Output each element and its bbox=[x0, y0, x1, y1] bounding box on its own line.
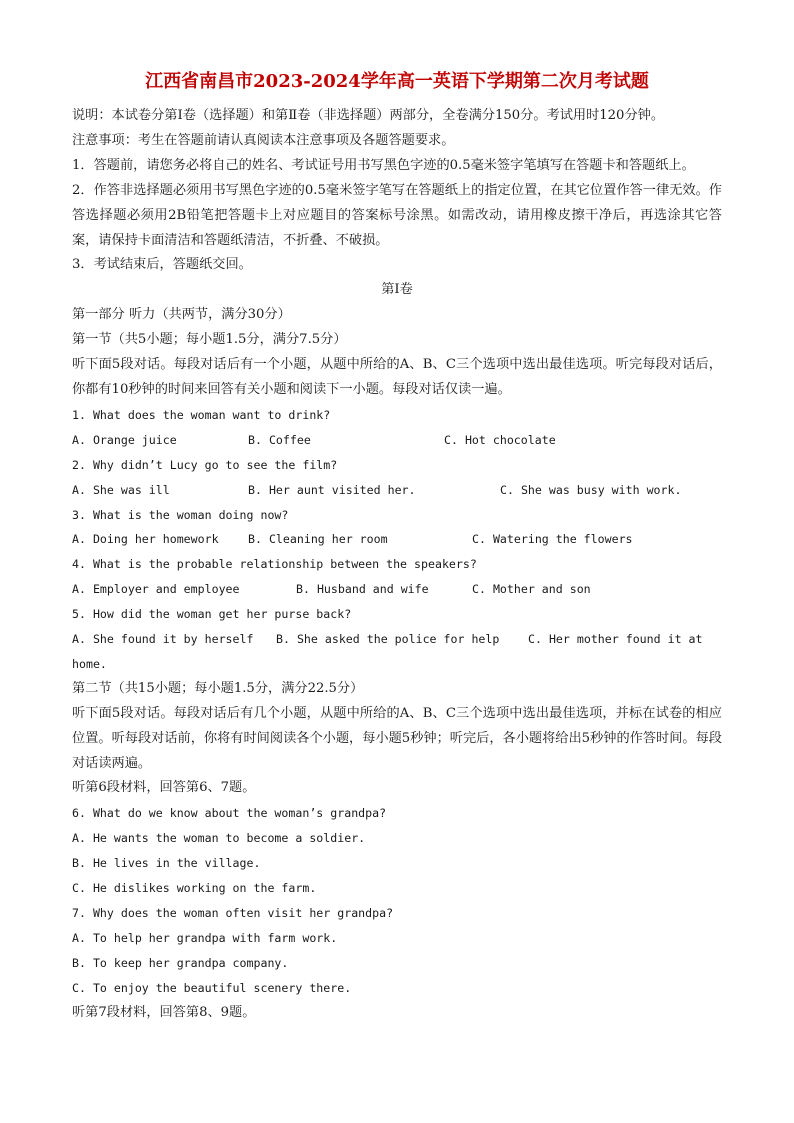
option-5b: B. She asked the police for help bbox=[276, 632, 500, 647]
intro-note: 说明：本试卷分第Ⅰ卷（选择题）和第Ⅱ卷（非选择题）两部分，全卷满分150分。考试用时120分钟。 bbox=[72, 108, 665, 123]
question-4: 4. What is the probable relationship between the speakers? bbox=[72, 557, 477, 572]
option-7c: C. To enjoy the beautiful scenery there. bbox=[72, 980, 352, 995]
option-4b: B. Husband and wife bbox=[296, 582, 429, 597]
rule-2: 2．作答非选择题必须用书写黑色字迹的0.5毫米签字笔写在答题纸上的指定位置，在其它位置作答一律无效。作答选择题必须用2B铅笔把答题卡上对应题目的答案标号涂黑。如需改动，请用橡皮擦干净后，再选涂其它答案，请保持卡面清洁和答题纸清洁，不折叠、不破损。 bbox=[72, 182, 722, 248]
material-6-heading: 听第6段材料，回答第6、7题。 bbox=[72, 780, 256, 796]
options-3 bbox=[72, 527, 722, 552]
section1-instructions: 听下面5段对话。每段对话后有一个小题，从题中所给的A、B、C三个选项中选出最佳选项。听完每段对话后，你都有10秒钟的时间来回答有关小题和阅读下一小题。每段对话仅读一遍。 bbox=[72, 357, 722, 397]
option-1b: B. Coffee bbox=[248, 432, 311, 447]
option-6c: C. He dislikes working on the farm. bbox=[72, 881, 317, 896]
material-7-heading: 听第7段材料，回答第8、9题。 bbox=[72, 1004, 256, 1020]
option-1a: A. Orange juice bbox=[72, 432, 177, 447]
option-7a: A. To help her grandpa with farm work. bbox=[72, 930, 338, 945]
option-5c: C. Her mother found it at bbox=[528, 632, 703, 647]
option-3c: C. Watering the flowers bbox=[472, 532, 633, 547]
options-5 bbox=[72, 627, 722, 652]
rule-1: 1．答题前，请您务必将自己的姓名、考试证号用书写黑色字迹的0.5毫米签字笔填写在答题卡和答题纸上。 bbox=[72, 157, 695, 173]
rule-3: 3．考试结束后，答题纸交回。 bbox=[72, 257, 252, 273]
section2-instructions: 听下面5段对话。每段对话后有几个小题，从题中所给的A、B、C三个选项中选出最佳选项，并标在试卷的相应位置。听每段对话前，你将有时间阅读各个小题，每小题5秒钟；听完后，各小题将给出5秒钟的作答时间。每段对话读两遍。 bbox=[72, 705, 722, 771]
option-6b: B. He lives in the village. bbox=[72, 856, 261, 871]
volume-heading: 第Ⅰ卷 bbox=[381, 282, 413, 298]
section1-heading: 第一节（共5小题；每小题1.5分，满分7.5分） bbox=[72, 332, 347, 348]
option-3b: B. Cleaning her room bbox=[248, 532, 388, 547]
options-2 bbox=[72, 478, 722, 503]
option-4a: A. Employer and employee bbox=[72, 582, 240, 597]
intro-attention: 注意事项：考生在答题前请认真阅读本注意事项及各题答题要求。 bbox=[72, 132, 455, 148]
part1-heading: 第一部分 听力（共两节，满分30分） bbox=[72, 307, 291, 323]
option-1c: C. Hot chocolate bbox=[444, 432, 556, 447]
question-6: 6. What do we know about the woman’s grandpa? bbox=[72, 806, 387, 821]
exam-title: 江西省南昌市2023-2024学年高一英语下学期第二次月考试题 bbox=[145, 71, 649, 92]
option-2c: C. She was busy with work. bbox=[500, 482, 682, 497]
options-1 bbox=[72, 428, 722, 453]
option-2b: B. Her aunt visited her. bbox=[248, 482, 416, 497]
options-4 bbox=[72, 577, 722, 602]
option-6a: A. He wants the woman to become a soldier. bbox=[72, 831, 366, 846]
option-5a: A. She found it by herself bbox=[72, 632, 254, 647]
section2-heading: 第二节（共15小题；每小题1.5分，满分22.5分） bbox=[72, 680, 364, 696]
question-2: 2. Why didn’t Lucy go to see the film? bbox=[72, 457, 338, 472]
question-1: 1. What does the woman want to drink? bbox=[72, 407, 331, 422]
question-7: 7. Why does the woman often visit her grandpa? bbox=[72, 906, 394, 920]
option-4c: C. Mother and son bbox=[472, 582, 591, 597]
option-2a: A. She was ill bbox=[72, 482, 170, 497]
option-7b: B. To keep her grandpa company. bbox=[72, 955, 289, 970]
option-5c-wrap: home. bbox=[72, 656, 107, 671]
question-5: 5. How did the woman get her purse back? bbox=[72, 607, 352, 622]
option-3a: A. Doing her homework bbox=[72, 532, 219, 547]
question-3: 3. What is the woman doing now? bbox=[72, 507, 289, 522]
